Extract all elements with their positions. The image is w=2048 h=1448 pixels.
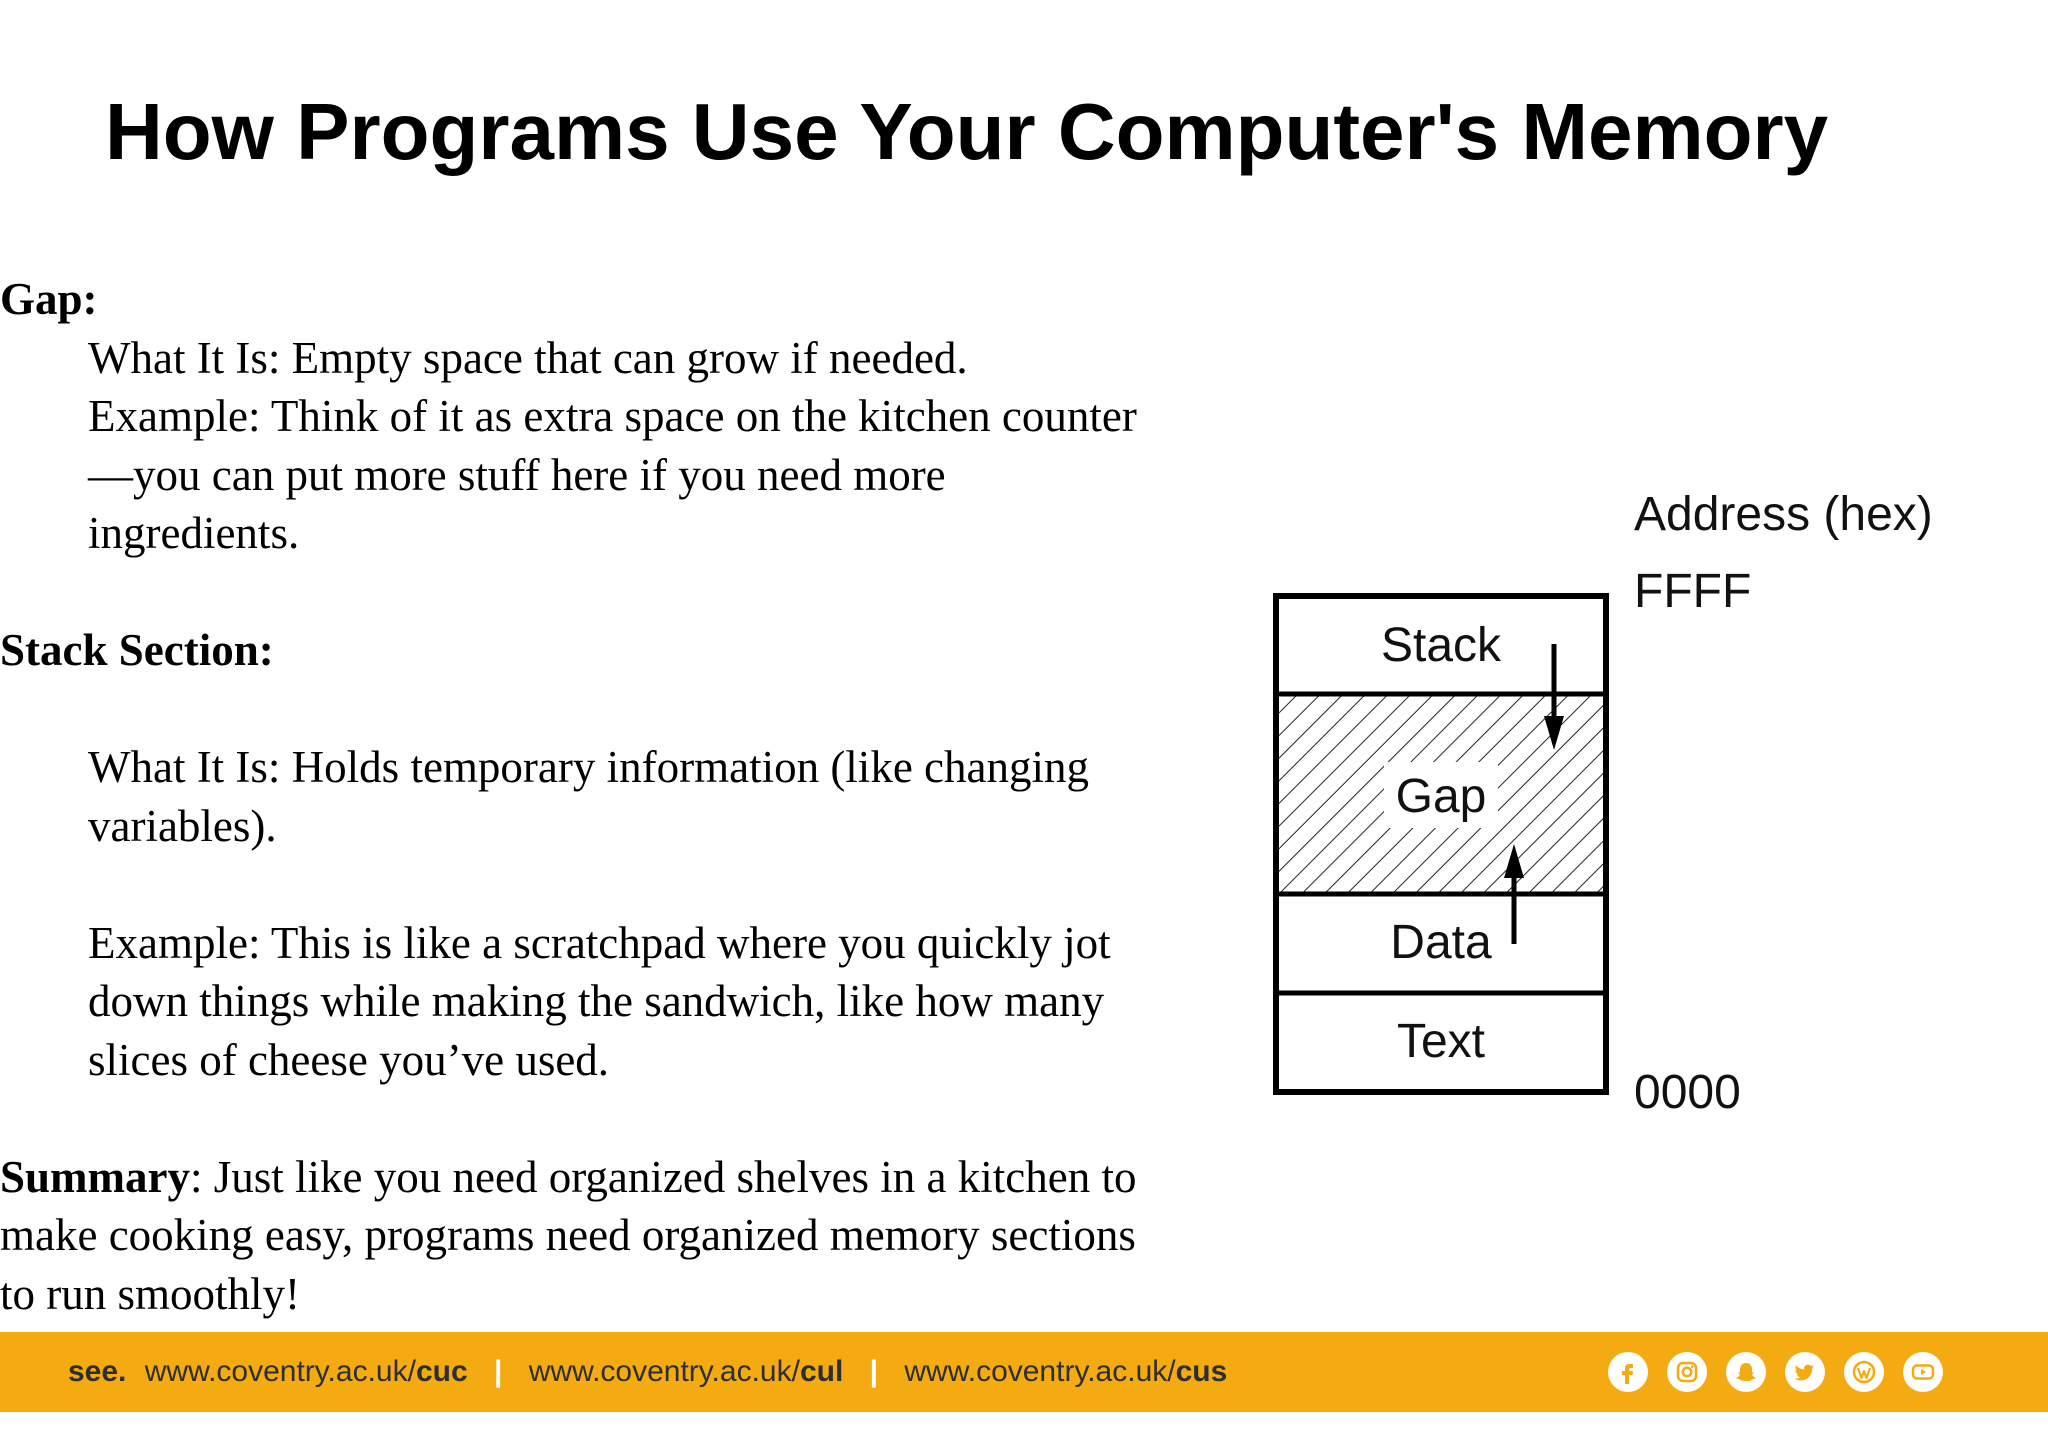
address-header: Address (hex) [1634, 488, 1933, 541]
slide-title: How Programs Use Your Computer's Memory [105, 87, 1829, 176]
footer-bar [0, 1332, 2048, 1412]
social-icons [1608, 1352, 1943, 1392]
summary-line-3: to run smoothly! [0, 1268, 300, 1319]
memory-stack-box [1276, 596, 1606, 1092]
address-bottom: 0000 [1634, 1066, 1741, 1119]
facebook-icon[interactable] [1608, 1352, 1648, 1392]
summary-line-2: make cooking easy, programs need organized memory sections [0, 1210, 1136, 1260]
address-top: FFFF [1634, 565, 1752, 618]
footer-link-cuc[interactable]: www.coventry.ac.uk/cuc [144, 1355, 468, 1388]
gap-example-line-1: Example: Think of it as extra space on the kitchen counter [88, 391, 1137, 441]
summary-line-1-text: : Just like you need organized shelves in a kitchen to [190, 1151, 1137, 1202]
youtube-icon[interactable] [1903, 1352, 1943, 1392]
segment-label-stack: Stack [1380, 619, 1502, 672]
stack-example-line-2: down things while making the sandwich, like how many [88, 976, 1105, 1026]
gap-heading: Gap: [0, 274, 98, 324]
footer-separator: | [869, 1355, 879, 1388]
summary-label: Summary [0, 1151, 190, 1202]
snapchat-icon[interactable] [1726, 1352, 1766, 1392]
segment-label-gap: Gap [1395, 770, 1487, 823]
wordpress-icon[interactable] [1844, 1352, 1884, 1392]
stack-what-it-is-line-2: variables). [88, 800, 277, 851]
twitter-icon[interactable] [1785, 1352, 1825, 1392]
stack-example-line-3: slices of cheese you’ve used. [88, 1034, 610, 1085]
stack-example-line-1: Example: This is like a scratchpad where you quickly jot [88, 917, 1111, 968]
footer-separator: | [493, 1355, 503, 1388]
gap-example-line-3: ingredients. [88, 508, 300, 558]
footer-link-cus[interactable]: www.coventry.ac.uk/cus [904, 1355, 1228, 1388]
stack-heading: Stack Section: [0, 625, 274, 675]
segment-label-text: Text [1396, 1015, 1486, 1068]
segment-label-data: Data [1390, 916, 1492, 969]
footer-links [68, 1332, 1227, 1412]
footer-see-label: see. [68, 1355, 127, 1388]
instagram-icon[interactable] [1667, 1352, 1707, 1392]
gap-example-line-2: —you can put more stuff here if you need more [88, 449, 946, 500]
gap-what-it-is: What It Is: Empty space that can grow if needed. [88, 332, 968, 383]
stack-what-it-is-line-1: What It Is: Holds temporary information (like changing [88, 742, 1089, 792]
footer-link-cul[interactable]: www.coventry.ac.uk/cul [528, 1355, 844, 1388]
